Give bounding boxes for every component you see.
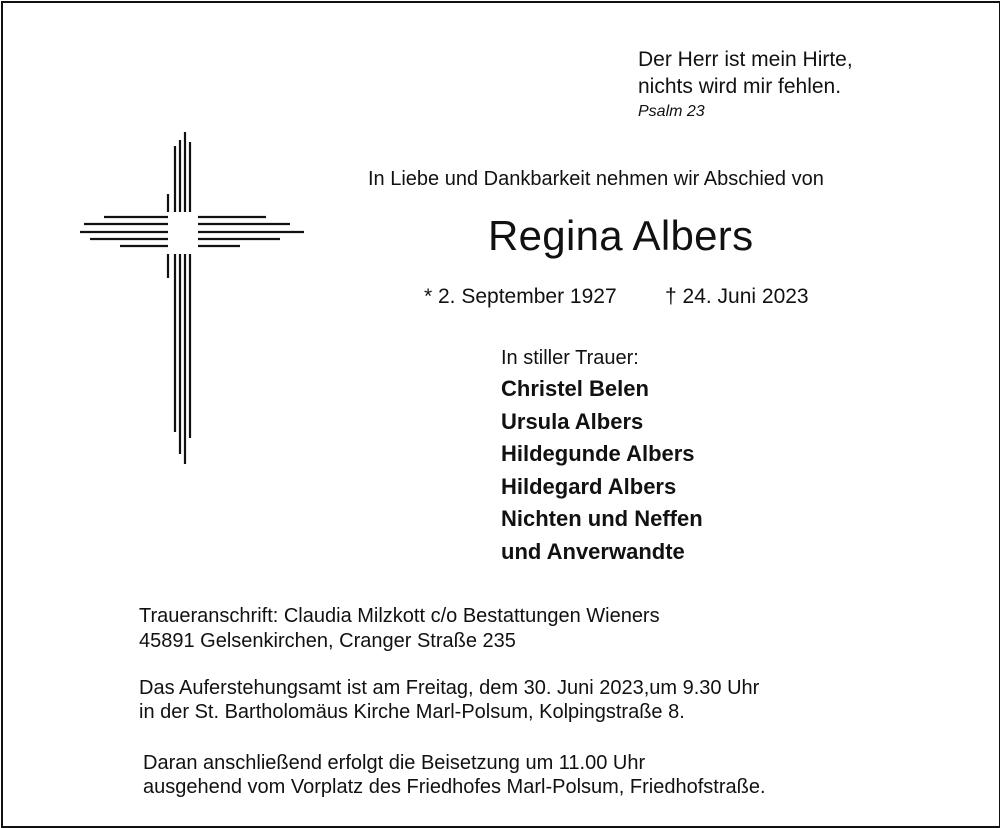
mourner-name: und Anverwandte <box>501 538 685 564</box>
psalm-line-2: nichts wird mir fehlen. <box>638 75 842 98</box>
mourner-name: Hildegard Albers <box>501 473 677 499</box>
mourners-list <box>501 373 703 568</box>
death-date: † 24. Juni 2023 <box>665 285 809 308</box>
address-line-2: 45891 Gelsenkirchen, Cranger Straße 235 <box>139 630 516 652</box>
mourner-name: Nichten und Neffen <box>501 506 703 531</box>
birth-date: * 2. September 1927 <box>424 285 617 308</box>
deceased-name: Regina Albers <box>488 212 754 259</box>
service-line-1: Das Auferstehungsamt ist am Freitag, dem 30. Juni 2023,um 9.30 Uhr <box>139 677 760 699</box>
address-line-1: Traueranschrift: Claudia Milzkott c/o Bestattungen Wieners <box>139 605 660 627</box>
mourners-label: In stiller Trauer: <box>501 347 639 369</box>
burial-line-2: ausgehend vom Vorplatz des Friedhofes Marl-Polsum, Friedhofstraße. <box>143 776 766 798</box>
intro-text: In Liebe und Dankbarkeit nehmen wir Abschied von <box>368 168 824 190</box>
psalm-line-1: Der Herr ist mein Hirte, <box>638 48 853 71</box>
burial-line-1: Daran anschließend erfolgt die Beisetzung um 11.00 Uhr <box>143 752 646 774</box>
mourner-name: Christel Belen <box>501 376 649 401</box>
mourner-name: Hildegunde Albers <box>501 441 695 466</box>
mourner-name: Ursula Albers <box>501 408 644 434</box>
psalm-reference: Psalm 23 <box>638 103 705 120</box>
service-line-2: in der St. Bartholomäus Kirche Marl-Polsum, Kolpingstraße 8. <box>139 701 685 723</box>
cross-icon <box>80 128 306 466</box>
